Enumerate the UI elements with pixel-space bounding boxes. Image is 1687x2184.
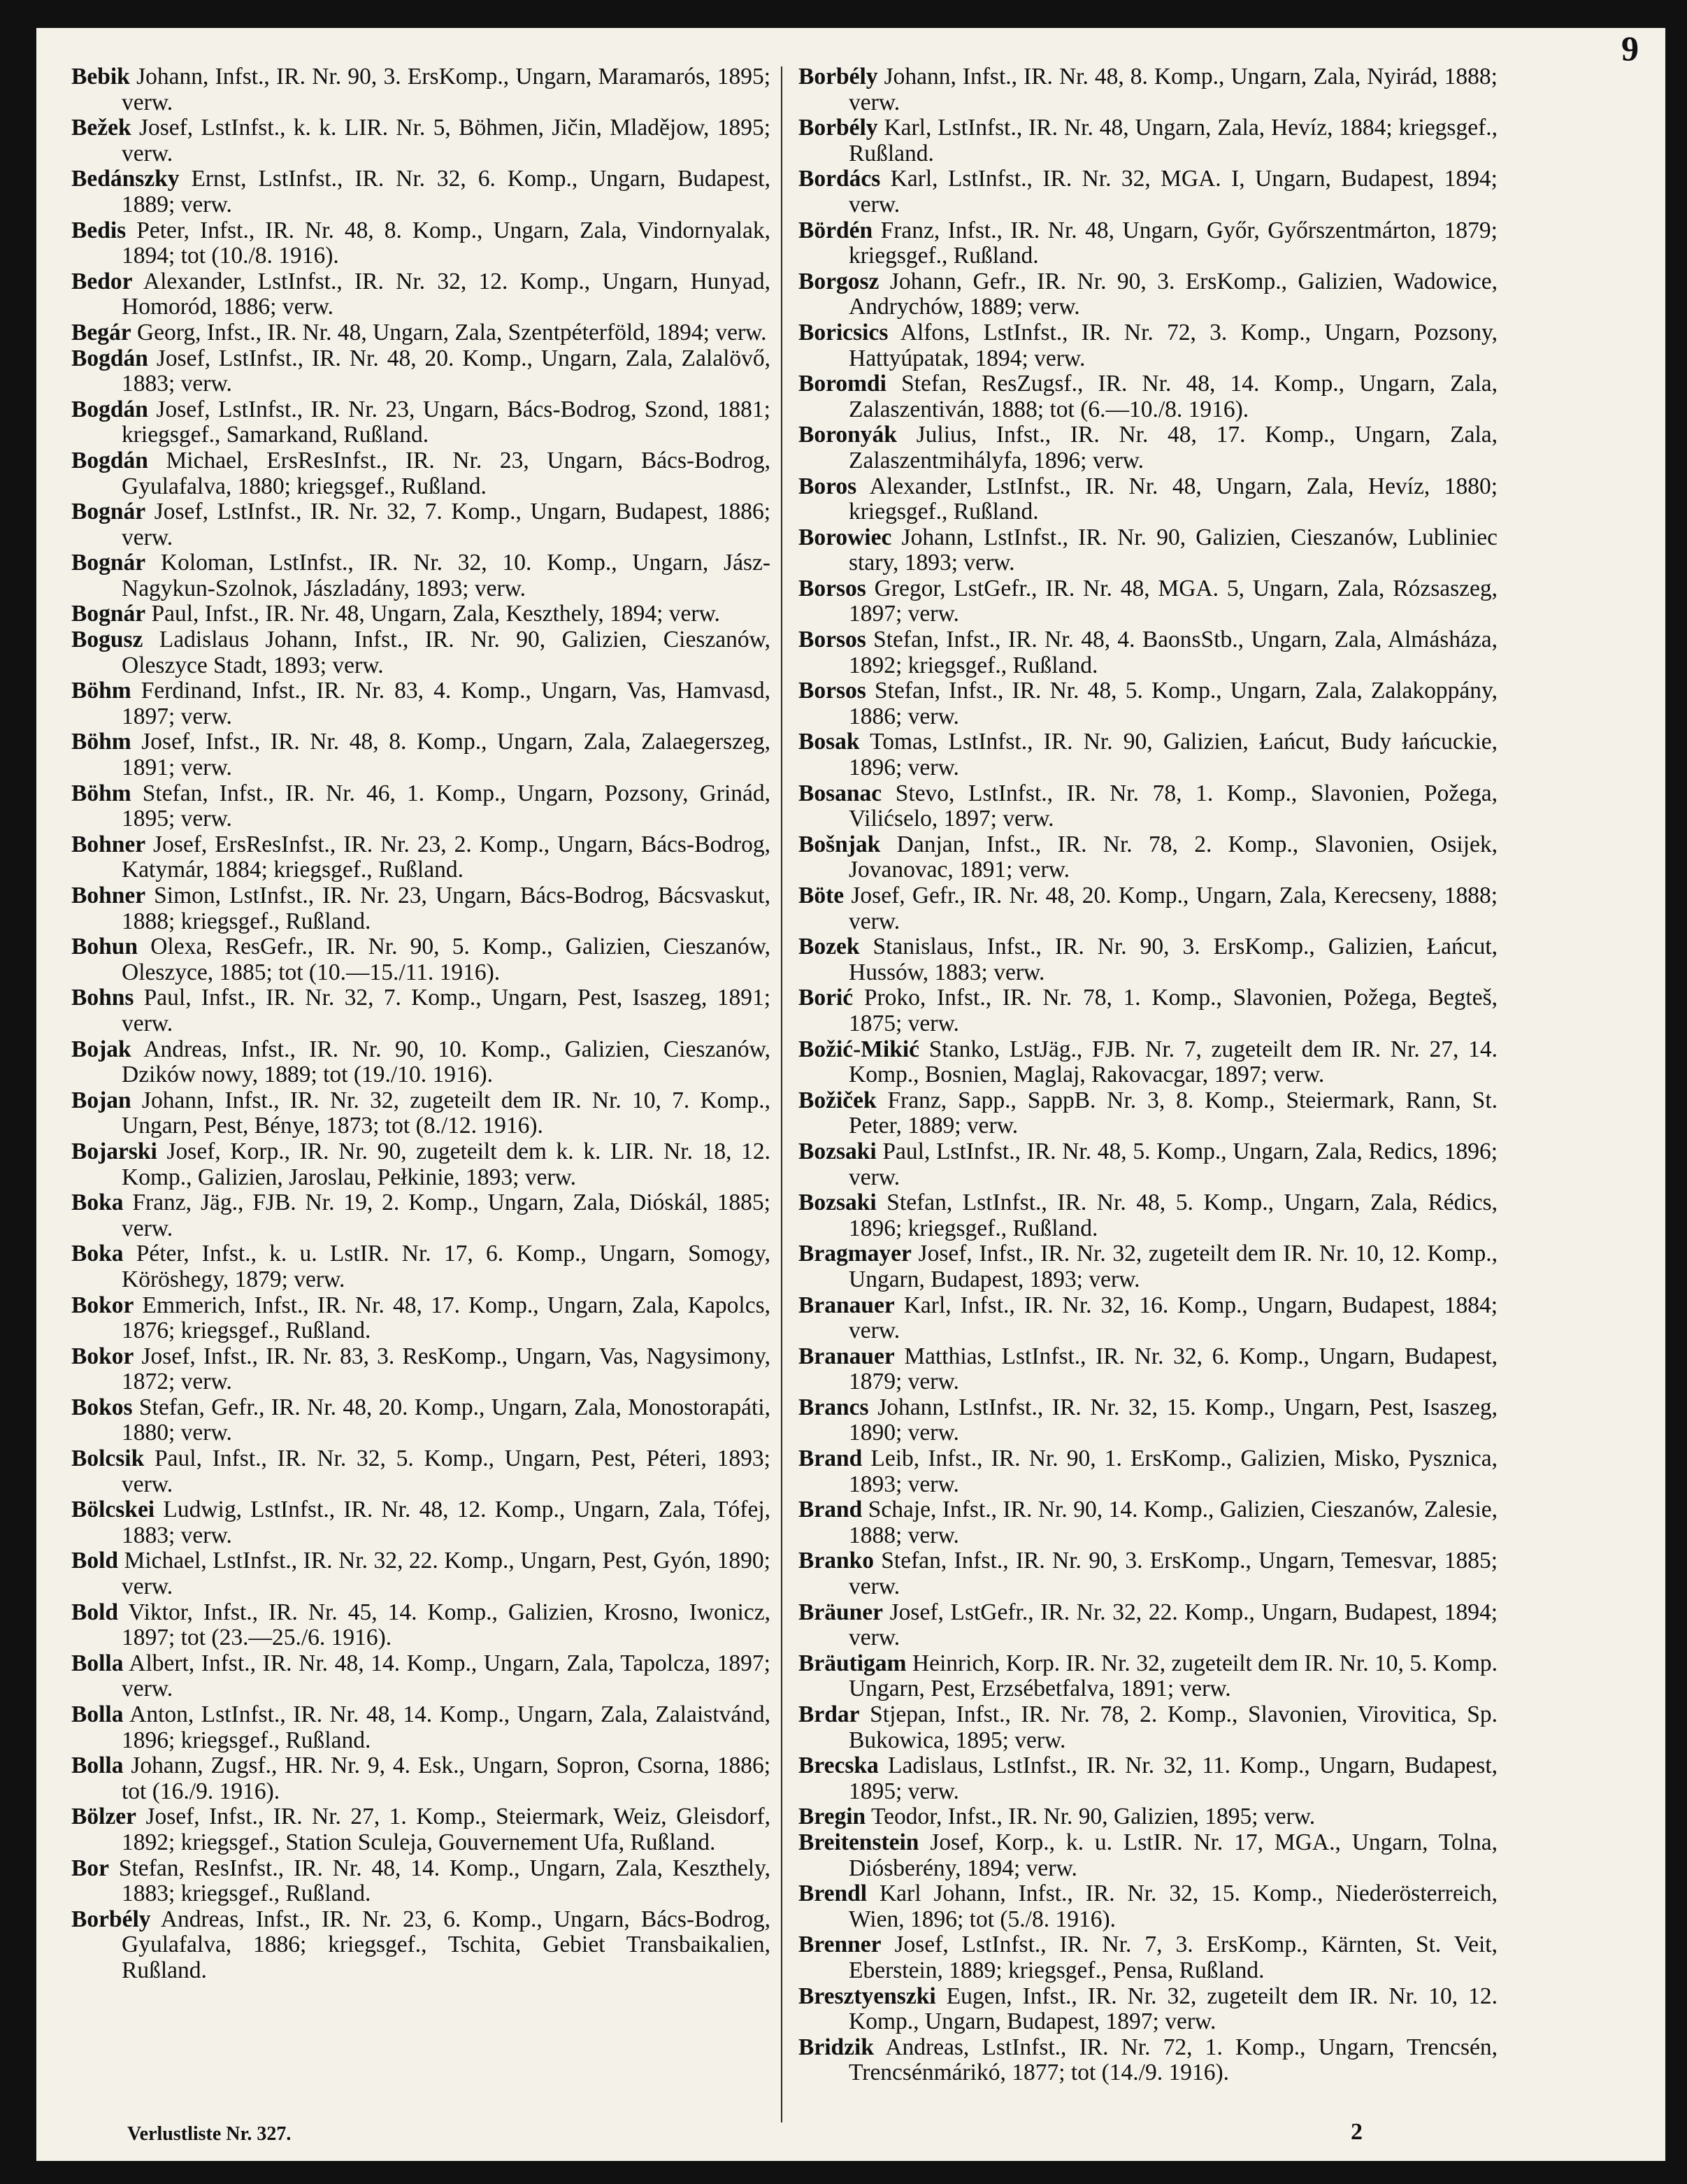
document-page: [36, 28, 1665, 2161]
entry-surname: Begár: [71, 319, 131, 345]
list-entry: [71, 1037, 770, 1088]
entry-details: Stefan, Infst., IR. Nr. 48, 4. BaonsStb., Ungarn, Zala, Almásháza, 1892; kriegsgef., Rußland.: [849, 627, 1498, 678]
list-entry: [798, 883, 1498, 934]
list-entry: [71, 832, 770, 883]
list-entry: [71, 1395, 770, 1446]
entry-details: Stevo, LstInfst., IR. Nr. 78, 1. Komp., Slavonien, Požega, Vilićselo, 1897; verw.: [849, 780, 1498, 832]
list-entry: [798, 1446, 1498, 1497]
list-entry: [71, 985, 770, 1036]
list-entry: [798, 1830, 1498, 1881]
list-entry: [798, 1497, 1498, 1548]
entry-surname: Bräutigam: [798, 1650, 907, 1676]
entry-surname: Bohns: [71, 985, 134, 1011]
list-entry: [798, 1344, 1498, 1395]
entry-surname: Bolla: [71, 1701, 124, 1727]
entry-details: Josef, Gefr., IR. Nr. 48, 20. Komp., Ungarn, Zala, Kerecseny, 1888; verw.: [849, 883, 1498, 934]
entry-details: Tomas, LstInfst., IR. Nr. 90, Galizien, Łańcut, Budy łańcuckie, 1896; verw.: [849, 729, 1498, 781]
entry-surname: Boromdi: [798, 371, 886, 397]
list-entry: [71, 64, 770, 115]
entry-surname: Bor: [71, 1855, 109, 1881]
entry-details: Anton, LstInfst., IR. Nr. 48, 14. Komp., Ungarn, Zala, Zalaistvánd, 1896; kriegsgef., Rußland.: [122, 1701, 771, 1753]
footer-reference: Verlustliste Nr. 327.: [127, 2123, 292, 2145]
entry-details: Johann, Zugsf., HR. Nr. 9, 4. Esk., Ungarn, Sopron, Csorna, 1886; tot (16./9. 1916).: [122, 1753, 770, 1804]
entry-details: Paul, LstInfst., IR. Nr. 48, 5. Komp., Ungarn, Zala, Redics, 1896; verw.: [849, 1138, 1498, 1190]
entry-details: Ernst, LstInfst., IR. Nr. 32, 6. Komp., Ungarn, Budapest, 1889; verw.: [122, 166, 770, 217]
entry-details: Josef, Korp., IR. Nr. 90, zugeteilt dem k. k. LIR. Nr. 18, 12. Komp., Galizien, Jaroslau, Pełkinie, 1893; verw.: [122, 1138, 770, 1190]
entry-surname: Boricsics: [798, 319, 889, 345]
entry-details: Koloman, LstInfst., IR. Nr. 32, 10. Komp., Ungarn, Jász-Nagykun-Szolnok, Jászladány, 1893; verw.: [122, 550, 771, 601]
entry-surname: Bold: [71, 1548, 119, 1574]
list-entry: [798, 1702, 1498, 1753]
entry-details: Franz, Infst., IR. Nr. 48, Ungarn, Győr, Győrszentmárton, 1879; kriegsgef., Rußland.: [849, 217, 1498, 269]
entry-details: Gregor, LstGefr., IR. Nr. 48, MGA. 5, Ungarn, Zala, Rózsaszeg, 1897; verw.: [849, 575, 1498, 627]
entry-details: Paul, Infst., IR. Nr. 48, Ungarn, Zala, Keszthely, 1894; verw.: [151, 601, 720, 627]
entry-surname: Brancs: [798, 1394, 869, 1420]
list-entry: [798, 1293, 1498, 1344]
entry-surname: Branauer: [798, 1292, 895, 1318]
entry-surname: Bozek: [798, 934, 860, 960]
entry-surname: Branko: [798, 1548, 874, 1574]
list-entry: [798, 166, 1498, 217]
list-entry: [71, 1600, 770, 1651]
list-entry: [798, 320, 1498, 371]
entry-surname: Borić: [798, 985, 854, 1011]
list-entry: [71, 1088, 770, 1139]
entry-surname: Bohun: [71, 934, 138, 960]
list-entry: [798, 1804, 1498, 1830]
entry-surname: Brand: [798, 1497, 863, 1523]
entry-surname: Bojarski: [71, 1138, 157, 1164]
list-entry: [798, 934, 1498, 985]
list-entry: [798, 1037, 1498, 1088]
entry-surname: Borsos: [798, 627, 866, 653]
entry-surname: Bragmayer: [798, 1241, 912, 1267]
list-entry: [71, 1293, 770, 1344]
entry-details: Karl, Infst., IR. Nr. 32, 16. Komp., Ungarn, Budapest, 1884; verw.: [849, 1292, 1498, 1344]
list-entry: [798, 1651, 1498, 1702]
entry-surname: Bosanac: [798, 780, 882, 806]
entry-details: Heinrich, Korp. IR. Nr. 32, zugeteilt dem IR. Nr. 10, 5. Komp. Ungarn, Pest, Erzsébetfalva, 1891; verw.: [849, 1650, 1498, 1702]
entry-surname: Bolla: [71, 1753, 124, 1779]
list-entry: [798, 985, 1498, 1036]
entry-surname: Bogdán: [71, 396, 148, 422]
entry-surname: Borsos: [798, 575, 866, 601]
entry-details: Péter, Infst., k. u. LstIR. Nr. 17, 6. Komp., Ungarn, Somogy, Köröshegy, 1879; verw.: [122, 1241, 771, 1292]
entry-surname: Bogusz: [71, 627, 143, 653]
entry-details: Johann, Infst., IR. Nr. 48, 8. Komp., Ungarn, Zala, Nyirád, 1888; verw.: [849, 64, 1498, 115]
entry-details: Johann, LstInfst., IR. Nr. 32, 15. Komp., Ungarn, Pest, Isaszeg, 1890; verw.: [849, 1394, 1498, 1446]
entry-surname: Bozsaki: [798, 1190, 877, 1216]
list-entry: [71, 269, 770, 320]
entry-surname: Boka: [71, 1190, 124, 1216]
entry-surname: Böte: [798, 883, 845, 908]
entry-details: Stanislaus, Infst., IR. Nr. 90, 3. ErsKomp., Galizien, Łańcut, Hussów, 1883; verw.: [849, 934, 1498, 985]
list-entry: [71, 1344, 770, 1395]
list-entry: [798, 832, 1498, 883]
entry-surname: Bölzer: [71, 1804, 137, 1830]
entry-surname: Bolla: [71, 1650, 124, 1676]
entry-details: Josef, Infst., IR. Nr. 48, 8. Komp., Ungarn, Zala, Zalaegerszeg, 1891; verw.: [122, 729, 771, 781]
entry-surname: Bognár: [71, 601, 146, 627]
entry-surname: Brenner: [798, 1932, 882, 1958]
footer-signature: 2: [1351, 2119, 1363, 2145]
entry-details: Josef, LstGefr., IR. Nr. 32, 22. Komp., Ungarn, Budapest, 1894; verw.: [849, 1599, 1498, 1651]
list-entry: [798, 678, 1498, 729]
entry-details: Stanko, LstJäg., FJB. Nr. 7, zugeteilt dem IR. Nr. 27, 14. Komp., Bosnien, Maglaj, Rakovacgar, 1897; verw.: [849, 1036, 1498, 1088]
entry-details: Josef, Infst., IR. Nr. 83, 3. ResKomp., Ungarn, Vas, Nagysimony, 1872; verw.: [122, 1343, 770, 1395]
entry-surname: Borbély: [798, 115, 878, 141]
entry-surname: Borgosz: [798, 268, 880, 294]
entry-details: Teodor, Infst., IR. Nr. 90, Galizien, 1895; verw.: [870, 1804, 1316, 1830]
entry-surname: Borsos: [798, 678, 866, 704]
entry-surname: Bebik: [71, 64, 130, 90]
entry-surname: Borbély: [71, 1906, 151, 1932]
entry-details: Ladislaus Johann, Infst., IR. Nr. 90, Galizien, Cieszanów, Oleszyce Stadt, 1893; verw.: [122, 627, 770, 678]
entry-details: Ludwig, LstInfst., IR. Nr. 48, 12. Komp., Ungarn, Zala, Tófej, 1883; verw.: [122, 1497, 771, 1548]
list-entry: [71, 1651, 770, 1702]
entry-details: Franz, Sapp., SappB. Nr. 3, 8. Komp., Steiermark, Rann, St. Peter, 1889; verw.: [849, 1087, 1498, 1139]
entry-details: Josef, Infst., IR. Nr. 32, zugeteilt dem IR. Nr. 10, 12. Komp., Ungarn, Budapest, 1893; verw.: [849, 1241, 1498, 1292]
entry-surname: Bohner: [71, 831, 146, 857]
list-entry: [71, 934, 770, 985]
list-entry: [71, 1241, 770, 1292]
list-entry: [798, 422, 1498, 473]
entry-surname: Bognár: [71, 499, 146, 525]
list-entry: [798, 371, 1498, 422]
list-entry: [71, 320, 770, 346]
entry-details: Danjan, Infst., IR. Nr. 78, 2. Komp., Slavonien, Osijek, Jovanovac, 1891; verw.: [849, 831, 1498, 883]
entry-details: Josef, LstInfst., k. k. LIR. Nr. 5, Böhmen, Jičin, Mladějow, 1895; verw.: [122, 115, 771, 166]
entry-details: Karl Johann, Infst., IR. Nr. 32, 15. Komp., Niederösterreich, Wien, 1896; tot (5./8. 1916).: [849, 1880, 1498, 1932]
list-entry: [798, 64, 1498, 115]
entry-surname: Böhm: [71, 678, 131, 704]
list-entry: [798, 1548, 1498, 1599]
entry-details: Alexander, LstInfst., IR. Nr. 48, Ungarn, Zala, Hevíz, 1880; kriegsgef., Rußland.: [849, 473, 1498, 525]
column-divider: [781, 66, 782, 2122]
list-entry: [798, 525, 1498, 576]
list-entry: [71, 627, 770, 678]
entry-details: Leib, Infst., IR. Nr. 90, 1. ErsKomp., Galizien, Misko, Pysznica, 1893; verw.: [849, 1446, 1498, 1497]
list-entry: [71, 678, 770, 729]
list-entry: [71, 1497, 770, 1548]
entry-surname: Bosak: [798, 729, 860, 755]
entry-details: Josef, LstInfst., IR. Nr. 32, 7. Komp., Ungarn, Budapest, 1886; verw.: [122, 499, 770, 550]
list-entry: [798, 627, 1498, 678]
entry-surname: Bežek: [71, 115, 131, 141]
entry-details: Stefan, ResInfst., IR. Nr. 48, 14. Komp., Ungarn, Zala, Keszthely, 1883; kriegsgef., Rußland.: [118, 1855, 771, 1907]
entry-details: Franz, Jäg., FJB. Nr. 19, 2. Komp., Ungarn, Zala, Dióskál, 1885; verw.: [122, 1190, 770, 1241]
entry-surname: Bokor: [71, 1343, 134, 1369]
entry-details: Ferdinand, Infst., IR. Nr. 83, 4. Komp., Ungarn, Vas, Hamvasd, 1897; verw.: [122, 678, 771, 729]
entry-details: Olexa, ResGefr., IR. Nr. 90, 5. Komp., Galizien, Cieszanów, Oleszyce, 1885; tot (10.—15./11. 1916).: [122, 934, 770, 985]
entry-surname: Borbély: [798, 64, 878, 90]
list-entry: [71, 1139, 770, 1190]
entry-surname: Božić-Mikić: [798, 1036, 920, 1062]
entry-surname: Bregin: [798, 1804, 866, 1830]
entry-surname: Breitenstein: [798, 1829, 919, 1855]
entry-details: Stjepan, Infst., IR. Nr. 78, 2. Komp., Slavonien, Virovitica, Sp. Bukowica, 1895; verw.: [849, 1701, 1498, 1753]
list-entry: [71, 1446, 770, 1497]
entry-surname: Borowiec: [798, 524, 892, 550]
entry-surname: Bogdán: [71, 447, 148, 473]
list-entry: [71, 1907, 770, 1984]
list-entry: [71, 781, 770, 832]
list-entry: [71, 448, 770, 499]
entry-details: Josef, LstInfst., IR. Nr. 23, Ungarn, Bács-Bodrog, Szond, 1881; kriegsgef., Samarkand, Rußland.: [122, 396, 770, 448]
entry-details: Emmerich, Infst., IR. Nr. 48, 17. Komp., Ungarn, Zala, Kapolcs, 1876; kriegsgef., Rußland.: [122, 1292, 770, 1344]
entry-surname: Bordács: [798, 166, 881, 192]
entry-details: Georg, Infst., IR. Nr. 48, Ungarn, Zala, Szentpéterföld, 1894; verw.: [136, 319, 767, 345]
entry-details: Alfons, LstInfst., IR. Nr. 72, 3. Komp., Ungarn, Pozsony, Hattyúpatak, 1894; verw.: [849, 319, 1498, 371]
list-entry: [798, 1753, 1498, 1804]
entry-surname: Böhm: [71, 780, 131, 806]
entry-surname: Bold: [71, 1599, 119, 1625]
entry-details: Paul, Infst., IR. Nr. 32, 7. Komp., Ungarn, Pest, Isaszeg, 1891; verw.: [122, 985, 770, 1036]
entry-surname: Brand: [798, 1446, 863, 1472]
entry-details: Josef, Infst., IR. Nr. 27, 1. Komp., Steiermark, Weiz, Gleisdorf, 1892; kriegsgef., Station Sculeja, Gouvernement Ufa, Rußland.: [122, 1804, 770, 1855]
entry-surname: Bridzik: [798, 2034, 874, 2060]
list-entry: [798, 269, 1498, 320]
entry-details: Stefan, Infst., IR. Nr. 48, 5. Komp., Ungarn, Zala, Zalakoppány, 1886; verw.: [849, 678, 1498, 729]
page-number: 9: [1621, 29, 1639, 68]
entry-details: Alexander, LstInfst., IR. Nr. 32, 12. Komp., Ungarn, Hunyad, Homoród, 1886; verw.: [122, 268, 771, 320]
entry-details: Andreas, Infst., IR. Nr. 23, 6. Komp., Ungarn, Bács-Bodrog, Gyulafalva, 1886; kriegsgef., Tschita, Gebiet Transbaikalien, Rußland.: [122, 1906, 770, 1983]
entry-surname: Brecska: [798, 1753, 879, 1779]
list-entry: [71, 166, 770, 217]
list-entry: [71, 346, 770, 397]
entry-surname: Bojan: [71, 1087, 131, 1113]
entry-details: Viktor, Infst., IR. Nr. 45, 14. Komp., Galizien, Krosno, Iwonicz, 1897; tot (23.—25./6. 1916).: [122, 1599, 770, 1651]
entry-details: Johann, Infst., IR. Nr. 90, 3. ErsKomp., Ungarn, Maramarós, 1895; verw.: [122, 64, 770, 115]
list-entry: [798, 1881, 1498, 1932]
entry-surname: Bošnjak: [798, 831, 881, 857]
entry-details: Michael, LstInfst., IR. Nr. 32, 22. Komp., Ungarn, Pest, Gyón, 1890; verw.: [122, 1548, 770, 1600]
list-entry: [798, 1984, 1498, 2035]
entry-details: Stefan, Infst., IR. Nr. 90, 3. ErsKomp., Ungarn, Temesvar, 1885; verw.: [849, 1548, 1498, 1600]
entry-surname: Bozsaki: [798, 1138, 877, 1164]
entry-details: Albert, Infst., IR. Nr. 48, 14. Komp., Ungarn, Zala, Tapolcza, 1897; verw.: [122, 1650, 770, 1702]
list-entry: [71, 1804, 770, 1855]
list-entry: [798, 1932, 1498, 1983]
list-entry: [798, 576, 1498, 627]
list-entry: [71, 1753, 770, 1804]
entry-surname: Boronyák: [798, 422, 897, 448]
entry-surname: Bedis: [71, 217, 127, 243]
entry-details: Josef, LstInfst., IR. Nr. 7, 3. ErsKomp., Kärnten, St. Veit, Eberstein, 1889; kriegsgef., Pensa, Rußland.: [849, 1932, 1498, 1983]
list-entry: [798, 1088, 1498, 1139]
entry-details: Andreas, Infst., IR. Nr. 90, 10. Komp., Galizien, Cieszanów, Dzików nowy, 1889; tot (19./10. 1916).: [122, 1036, 771, 1088]
entry-surname: Boka: [71, 1241, 124, 1267]
entry-details: Johann, Infst., IR. Nr. 32, zugeteilt dem IR. Nr. 10, 7. Komp., Ungarn, Pest, Bénye, 1873; tot (8./12. 1916).: [122, 1087, 771, 1139]
entry-surname: Brdar: [798, 1701, 860, 1727]
entry-details: Eugen, Infst., IR. Nr. 32, zugeteilt dem IR. Nr. 10, 12. Komp., Ungarn, Budapest, 1897; verw.: [849, 1983, 1498, 2035]
entry-details: Proko, Infst., IR. Nr. 78, 1. Komp., Slavonien, Požega, Begteš, 1875; verw.: [849, 985, 1498, 1036]
entry-details: Simon, LstInfst., IR. Nr. 23, Ungarn, Bács-Bodrog, Bácsvaskut, 1888; kriegsgef., Rußland.: [122, 883, 770, 934]
entry-details: Paul, Infst., IR. Nr. 32, 5. Komp., Ungarn, Pest, Péteri, 1893; verw.: [122, 1446, 770, 1497]
entry-surname: Bogdán: [71, 345, 148, 371]
list-entry: [798, 218, 1498, 269]
list-entry: [71, 115, 770, 166]
entry-details: Josef, Korp., k. u. LstIR. Nr. 17, MGA., Ungarn, Tolna, Diósberény, 1894; verw.: [849, 1829, 1498, 1881]
entry-surname: Bresztyenszki: [798, 1983, 936, 2009]
list-entry: [798, 1139, 1498, 1190]
entry-details: Stefan, Gefr., IR. Nr. 48, 20. Komp., Ungarn, Zala, Monostorapáti, 1880; verw.: [122, 1394, 770, 1446]
entry-details: Ladislaus, LstInfst., IR. Nr. 32, 11. Komp., Ungarn, Budapest, 1895; verw.: [849, 1753, 1498, 1804]
list-entry: [798, 1241, 1498, 1292]
list-entry: [71, 499, 770, 550]
list-entry: [71, 729, 770, 780]
list-entry: [71, 550, 770, 601]
entry-surname: Brendl: [798, 1880, 868, 1907]
right-column: [798, 64, 1498, 2086]
list-entry: [71, 883, 770, 934]
entry-surname: Bojak: [71, 1036, 131, 1062]
list-entry: [71, 1548, 770, 1599]
list-entry: [71, 1702, 770, 1753]
entry-surname: Bognár: [71, 550, 146, 576]
entry-surname: Bölcskei: [71, 1497, 155, 1523]
list-entry: [798, 1600, 1498, 1651]
entry-surname: Bohner: [71, 883, 146, 908]
entry-details: Karl, LstInfst., IR. Nr. 48, Ungarn, Zala, Hevíz, 1884; kriegsgef., Rußland.: [849, 115, 1498, 166]
list-entry: [71, 218, 770, 269]
entry-details: Stefan, LstInfst., IR. Nr. 48, 5. Komp., Ungarn, Zala, Rédics, 1896; kriegsgef., Rußland.: [849, 1190, 1498, 1241]
list-entry: [71, 397, 770, 448]
entry-details: Josef, ErsResInfst., IR. Nr. 23, 2. Komp., Ungarn, Bács-Bodrog, Katymár, 1884; kriegsgef., Rußland.: [122, 831, 771, 883]
entry-details: Josef, LstInfst., IR. Nr. 48, 20. Komp., Ungarn, Zala, Zalalövő, 1883; verw.: [122, 345, 770, 397]
list-entry: [71, 1856, 770, 1907]
entry-surname: Bräuner: [798, 1599, 883, 1625]
list-entry: [71, 601, 770, 627]
entry-surname: Bokor: [71, 1292, 134, 1318]
entry-details: Schaje, Infst., IR. Nr. 90, 14. Komp., Galizien, Cieszanów, Zalesie, 1888; verw.: [849, 1497, 1498, 1548]
list-entry: [71, 1190, 770, 1241]
entry-surname: Branauer: [798, 1343, 895, 1369]
entry-details: Matthias, LstInfst., IR. Nr. 32, 6. Komp., Ungarn, Budapest, 1879; verw.: [849, 1343, 1498, 1395]
entry-surname: Bedánszky: [71, 166, 180, 192]
list-entry: [798, 1190, 1498, 1241]
entry-surname: Bördén: [798, 217, 873, 243]
entry-surname: Boros: [798, 473, 857, 499]
entry-details: Julius, Infst., IR. Nr. 48, 17. Komp., Ungarn, Zala, Zalaszentmihályfa, 1896; verw.: [849, 422, 1498, 473]
entry-surname: Bedor: [71, 268, 133, 294]
list-entry: [798, 115, 1498, 166]
list-entry: [798, 781, 1498, 832]
entry-details: Michael, ErsResInfst., IR. Nr. 23, Ungarn, Bács-Bodrog, Gyulafalva, 1880; kriegsgef., Rußland.: [122, 447, 771, 499]
entry-details: Stefan, Infst., IR. Nr. 46, 1. Komp., Ungarn, Pozsony, Grinád, 1895; verw.: [122, 780, 771, 832]
entry-details: Karl, LstInfst., IR. Nr. 32, MGA. I, Ungarn, Budapest, 1894; verw.: [849, 166, 1498, 217]
list-entry: [798, 729, 1498, 780]
list-entry: [798, 1395, 1498, 1446]
list-entry: [798, 2035, 1498, 2086]
entry-details: Johann, Gefr., IR. Nr. 90, 3. ErsKomp., Galizien, Wadowice, Andrychów, 1889; verw.: [849, 268, 1498, 320]
entry-surname: Božiček: [798, 1087, 877, 1113]
entry-details: Johann, LstInfst., IR. Nr. 90, Galizien, Cieszanów, Lubliniec stary, 1893; verw.: [849, 524, 1498, 576]
entry-surname: Bolcsik: [71, 1446, 145, 1472]
entry-details: Andreas, LstInfst., IR. Nr. 72, 1. Komp., Ungarn, Trencsén, Trencsénmárikó, 1877; tot (14./9. 1916).: [849, 2034, 1498, 2086]
list-entry: [798, 474, 1498, 525]
entry-details: Peter, Infst., IR. Nr. 48, 8. Komp., Ungarn, Zala, Vindornyalak, 1894; tot (10./8. 1916).: [122, 217, 770, 269]
entry-details: Stefan, ResZugsf., IR. Nr. 48, 14. Komp., Ungarn, Zala, Zalaszentiván, 1888; tot (6.—10./8. 1916).: [849, 371, 1498, 422]
left-column: [71, 64, 770, 1984]
entry-surname: Böhm: [71, 729, 131, 755]
entry-surname: Bokos: [71, 1394, 133, 1420]
